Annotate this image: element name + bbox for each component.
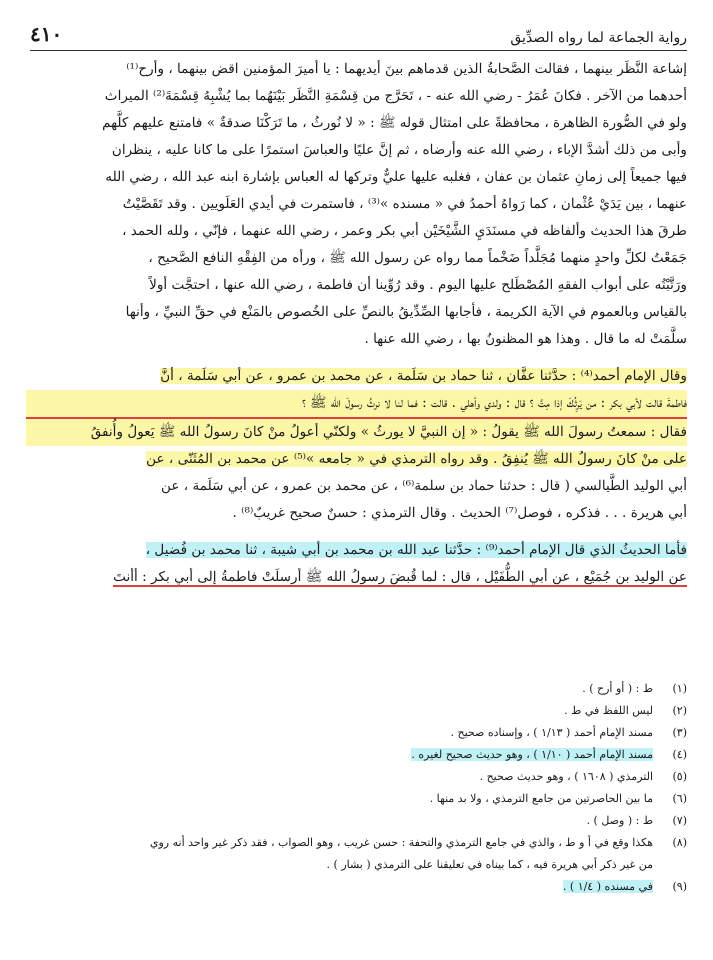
footnote-text: ليس اللفظ في ط . bbox=[564, 704, 653, 717]
text-line: عنهما ، بين يَدَيْ عُثْمان ، كما رَواهُ أحمدُ في « مسنده »⁽³⁾ ، فاستمرت في أيدي العَلَويين . وقد تَقَصَّيْتُ bbox=[122, 196, 687, 212]
main-text bbox=[26, 56, 687, 591]
footnote-text: ط : ( أو أرح ) . bbox=[582, 682, 653, 695]
footnote-number: (١) bbox=[672, 682, 687, 695]
footnote bbox=[40, 766, 687, 788]
footnote-number bbox=[653, 854, 687, 876]
paragraph-2 bbox=[26, 363, 687, 527]
footnote-highlighted bbox=[40, 876, 687, 898]
footnote-text: في مسنده ( ١/٤ ) . bbox=[562, 880, 653, 893]
text-line bbox=[26, 446, 687, 473]
underlined-text: عن الوليد بن جُمَيْع ، عن أبي الطُّفَيْل ، قال : لما قُبضَ رسولُ الله ﷺ أرسلَتْ فاطمةُ إلى أبي بكر : أأنتَ bbox=[113, 569, 687, 585]
paragraph-1 bbox=[26, 56, 687, 353]
footnote bbox=[40, 810, 687, 832]
paragraph-3 bbox=[26, 537, 687, 591]
highlighted-line: فقال : سمعتُ رسولَ الله ﷺ يقولُ : « إن النبيَّ لا يورثُ » ولكنّي أعولُ منْ كانَ رسولُ الله ﷺ يَعولُ وأُنفقُ bbox=[26, 419, 687, 446]
footnote bbox=[40, 722, 687, 744]
text-line: ورَتَّبْتُه على أبواب الفقهِ المُصْطَلح عليها اليوم . وقد رُوِّينا أن فاطمة ، رضي الله عنها ، احتجَّت أولاً bbox=[149, 277, 687, 293]
text-line: جَمَعْتُ لكلِّ واحدٍ منهما مُجَلَّداً ضَخْماً مما رواه عن رسول الله ﷺ ، ورأه من الفِقْهِ النافع الصَّحيح ، bbox=[148, 250, 687, 266]
footnote-number: (٥) bbox=[672, 770, 687, 783]
footnote-text: ط : ( وصل ) . bbox=[586, 814, 653, 827]
highlighted-text: فأما الحديثُ الذي قال الإمام أحمد⁽⁹⁾ : حدَّثنا عبد الله بن محمد بن أبي شيبة ، ثنا محمد بن فُضيل ، bbox=[145, 542, 687, 558]
footnote-highlighted bbox=[40, 744, 687, 766]
footnote-number: (٩) bbox=[672, 880, 687, 893]
footnote bbox=[40, 678, 687, 700]
page-header bbox=[30, 18, 687, 51]
footnote-text: من غير ذكر أبي هريرة فيه ، كما بيناه في تعليقنا على الترمذي ( بشار ) . bbox=[326, 858, 653, 871]
footnote-text-wrap bbox=[40, 744, 653, 766]
highlighted-text: على منْ كانَ رسولُ الله ﷺ يُنفِقُ . وقد رواه الترمذي في « جامعه »⁽⁵⁾ عن محمد بن المُثَنّى ، عن bbox=[146, 451, 687, 467]
text-line: فيها جميعاً إلى زمانِ عثمان بن عفان ، فغلبه عليها عليٌّ وتركها له العباس بإشارة ابنه عبد الله ، رضي الله bbox=[105, 169, 687, 185]
footnote-text-wrap bbox=[40, 876, 653, 898]
text-line: أبي هريرة . . . فذكره ، فوصل⁽⁷⁾ الحديث . وقال الترمذي : حسنٌ صحيح غريبٌ⁽⁸⁾ . bbox=[232, 505, 687, 521]
text-line bbox=[26, 564, 687, 591]
text-line: طرقَ هذا الحديث وألفاظه في مسنَدَيِ الشَّيْخَيْن أبي بكر وعمر ، رضي الله عنهما ، فإنّي ، ولله الحمد ، bbox=[122, 223, 687, 239]
footnote-number: (٤) bbox=[672, 748, 687, 761]
text-line: ولو في الصُّورة الظاهرة ، محافظةً على امتثال قوله ﷺ : « لا نُورثُ ، ما تَرَكْنَا صدقةٌ » فامتنع عليهم كلَّهم bbox=[102, 115, 687, 131]
footnote-number: (٢) bbox=[672, 704, 687, 717]
text-line: أبي الوليد الطَّيالسي ( قال : حدثنا حماد بن سلمة⁽⁶⁾ ، عن محمد بن عمرو ، عن أبي سَلَمة ، عن bbox=[161, 478, 687, 494]
footnote-number: (٨) bbox=[672, 836, 687, 849]
running-title: رواية الجماعة لما رواه الصدِّيق bbox=[510, 30, 687, 46]
footnote-number: (٦) bbox=[672, 792, 687, 805]
footnote bbox=[40, 788, 687, 810]
highlighted-text: وقال الإمام أحمد⁽⁴⁾ : حدَّثنا عفَّان ، ثنا حماد بن سَلَمة ، عن محمد بن عمرو ، عن أبي سَلَمة ، أنَّ bbox=[160, 368, 687, 384]
footnote-continuation bbox=[40, 854, 687, 876]
text-line: إشاعة النَّظَر بينهما ، فقالت الصَّحابةُ الذين قدماهم بينَ أيديهما : يا أميرَ المؤمنين اقض بينهما ، وأرح⁽¹⁾ bbox=[126, 61, 687, 77]
footnote-text: الترمذي ( ١٦٠٨ ) ، وهو حديث صحيح . bbox=[479, 770, 653, 783]
footnote bbox=[40, 832, 687, 854]
text-line: أحدهما من الآخر . فكانَ عُمَرُ - رضي الله عنه - ، تَحَرَّج من قِسْمَةِ النَّظَر بَيْنَهُما بما يُشْبِهُ قِسْمَةَ⁽²⁾ الميراث bbox=[104, 88, 687, 104]
page-number: ٤١٠ bbox=[30, 22, 63, 46]
footnote-number: (٣) bbox=[672, 726, 687, 739]
footnotes bbox=[40, 678, 687, 898]
text-line: بالقياس وبالعموم في الآية الكريمة ، فأجابها الصِّدِّيقُ بالنصِّ على الخُصوص بالمَنْع في حقِّ النبيِّ ، وأنها bbox=[125, 304, 687, 320]
footnote-text: مسند الإمام أحمد ( ١/١٠ ) ، وهو حديث صحيح لغيره . bbox=[411, 748, 653, 761]
text-line bbox=[26, 363, 687, 390]
text-line: سلَّمَتْ له ما قال . وهذا هو المظنونُ بها ، رضي الله عنها . bbox=[364, 331, 687, 347]
footnote-text: هكذا وقع في أ و ط ، والذي في جامع الترمذي والتحفة : حسن غريب ، وهو الصواب ، فقد ذكر غير واحد أنه روي bbox=[149, 836, 653, 849]
highlighted-underlined-line: فاطمةَ قالت لأبي بكر : من يَرِثُكَ إذا مِتَّ ؟ قال : ولدي وأهلي . قالت : فما لنا لا نرثُ رسولَ الله ﷺ ؟ bbox=[26, 390, 687, 419]
footnote-text: ما بين الحاصرتين من جامع الترمذي ، ولا بد منها . bbox=[429, 792, 653, 805]
footnote-text: مسند الإمام أحمد ( ١/١٣ ) ، وإسناده صحيح . bbox=[450, 726, 653, 739]
footnote-number: (٧) bbox=[672, 814, 687, 827]
text-line bbox=[26, 537, 687, 564]
text-line: وأبى من ذلك أشدَّ الإباء ، رضي الله عنه وأرضاه ، ثم إنَّ عليًا والعباسَ استمرًا على ما كانا عليه ، ينظران bbox=[111, 142, 687, 158]
footnote bbox=[40, 700, 687, 722]
